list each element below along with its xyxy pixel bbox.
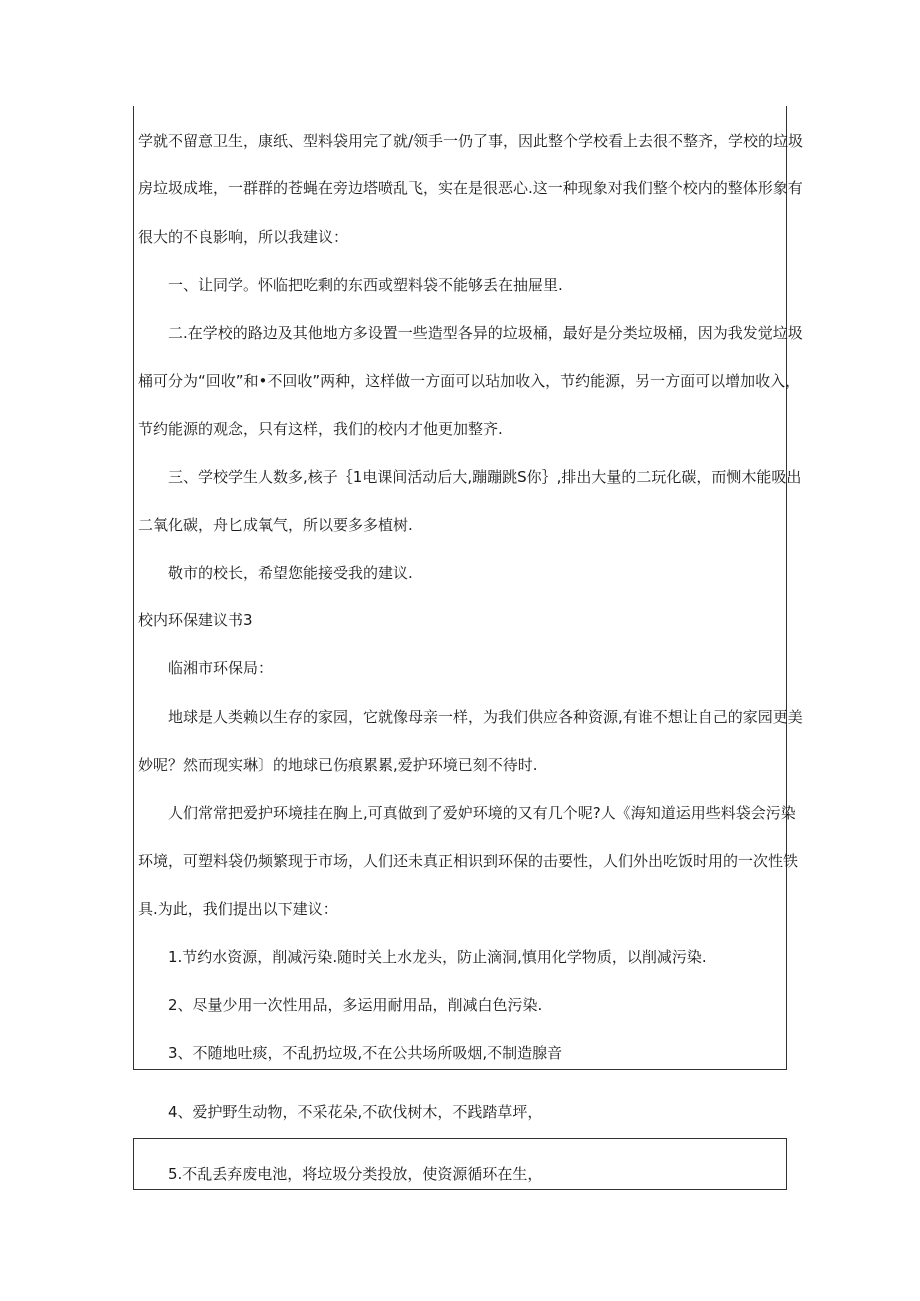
salutation: 临湘市环保局：	[168, 659, 274, 677]
list-item: 1.节约水资源，削减污染.随时关上水龙头，防止滴洞,慎用化学物质，以削减污染.	[168, 948, 707, 966]
paragraph-line: 地球是人类赖以生存的家园，它就像母亲一样，为我们供应各种资源,有谁不想让自己的家园更美	[168, 708, 803, 726]
list-item: 5.不乱丢弃废电池，将垃圾分类投放，使资源循环在生，	[168, 1165, 543, 1183]
list-item: 3、不随地吐痰，不乱扔垃圾,不在公共场所吸烟,不制造腺音	[168, 1044, 563, 1062]
list-item: 2、尽量少用一次性用品，多运用耐用品，削减白色污染.	[168, 996, 543, 1014]
paragraph-line: 人们常常把爱护环境挂在胸上,可真做到了爱妒环境的又有几个呢?人《海知道运用些料袋会污染	[168, 804, 796, 822]
paragraph-line: 二氧化碳，舟匕成氧气，所以要多多植树.	[138, 516, 413, 534]
paragraph-line: 三、学校学生人数多,核子｛1电课间活动后大,蹦蹦跳S你｝,排出大量的二玩化碳，而恻木能吸出	[168, 468, 802, 486]
text-frame-upper	[133, 106, 804, 1070]
paragraph-line: 妙呢？然而现实琳〕的地球已伤痕累累,爱护环境已刻不待时.	[138, 756, 538, 774]
paragraph-line: 房垃圾成堆，一群群的苍蝇在旁边塔喷乱飞，实在是很恶心.这一种现象对我们整个校内的整体形象有	[138, 179, 803, 197]
paragraph-line: 具.为此，我们提出以下建议：	[138, 900, 338, 918]
section-title: 校内环保建议书3	[138, 611, 253, 629]
list-item: 4、爱护野生动物，不采花朵,不砍伐树木，不践踏草坪，	[168, 1103, 543, 1121]
paragraph-line: 节约能源的观念，只有这样，我们的校内才他更加整齐.	[138, 420, 503, 438]
paragraph-line: 二.在学校的路边及其他地方多设置一些造型各异的垃圾桶，最好是分类垃圾桶，因为我发觉垃圾	[168, 324, 803, 342]
paragraph-line: 很大的不良影响，所以我建议：	[138, 228, 349, 246]
paragraph-line: 环境，可塑料袋仍频繁现于市场，人们还未真正相识到环保的击要性，人们外出吃饭时用的一次性铁	[138, 852, 799, 870]
paragraph-line: 敬市的校长，希望您能接受我的建议.	[168, 564, 413, 582]
paragraph-line: 一、让同学。怀临把吃剩的东西或塑料袋不能够丢在抽屉里.	[168, 276, 563, 294]
paragraph-line: 学就不留意卫生，康纸、型料袋用完了就/领手一仍了事，因此整个学校看上去很不整齐，学校的垃圾	[138, 132, 804, 150]
paragraph-line: 桶可分为“回收”和•不回收”两种，这样做一方面可以玷加收入，节约能源，另一方面可以增加收入，	[138, 372, 801, 390]
